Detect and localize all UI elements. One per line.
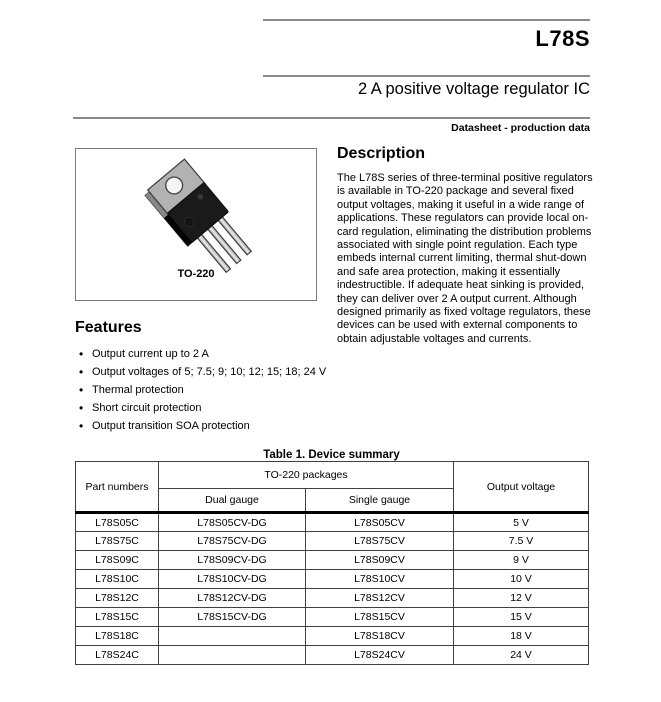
dual-gauge-cell: L78S10CV-DG bbox=[159, 570, 306, 589]
description-body: The L78S series of three-terminal positive regulators is available in TO-220 package and several fixed output voltages, making it useful in a wide range of applications. These regulators can provide local on-card regulation, eliminating the distribution problems associated with single point regulation. Each type embeds internal current limiting, thermal shut-down and safe area protection, making it essentially indestructible. If adequate heat sinking is provided, they can deliver over 2 A output current. Although designed primarily as fixed voltage regulators, these devices can be used with external components to obtain adjustable voltages and currents. bbox=[337, 172, 593, 345]
dual-gauge-cell bbox=[159, 627, 306, 646]
col-header-output-voltage: Output voltage bbox=[454, 462, 589, 513]
dual-gauge-cell: L78S05CV-DG bbox=[159, 513, 306, 532]
feature-item: • Output voltages of 5; 7.5; 9; 10; 12; 15; 18; 24 V bbox=[75, 363, 360, 381]
part-number-cell: L78S75C bbox=[76, 532, 159, 551]
part-number-cell: L78S18C bbox=[76, 627, 159, 646]
table-row bbox=[76, 627, 589, 646]
header-rule-middle bbox=[263, 75, 590, 77]
single-gauge-cell: L78S18CV bbox=[306, 627, 454, 646]
col-header-part-numbers: Part numbers bbox=[76, 462, 159, 513]
output-voltage-cell: 7.5 V bbox=[454, 532, 589, 551]
part-number-cell: L78S15C bbox=[76, 608, 159, 627]
output-voltage-cell: 24 V bbox=[454, 646, 589, 665]
single-gauge-cell: L78S24CV bbox=[306, 646, 454, 665]
single-gauge-cell: L78S12CV bbox=[306, 589, 454, 608]
table-row bbox=[76, 570, 589, 589]
output-voltage-cell: 15 V bbox=[454, 608, 589, 627]
col-header-dual-gauge: Dual gauge bbox=[159, 489, 306, 513]
output-voltage-cell: 10 V bbox=[454, 570, 589, 589]
dual-gauge-cell: L78S75CV-DG bbox=[159, 532, 306, 551]
table-row bbox=[76, 532, 589, 551]
output-voltage-cell: 5 V bbox=[454, 513, 589, 532]
part-number-cell: L78S10C bbox=[76, 570, 159, 589]
table-row bbox=[76, 608, 589, 627]
col-header-single-gauge: Single gauge bbox=[306, 489, 454, 513]
dual-gauge-cell: L78S12CV-DG bbox=[159, 589, 306, 608]
table-title: Table 1. Device summary bbox=[263, 449, 400, 461]
dual-gauge-cell: L78S09CV-DG bbox=[159, 551, 306, 570]
feature-item: • Output current up to 2 A bbox=[75, 345, 360, 363]
feature-item: • Short circuit protection bbox=[75, 399, 360, 417]
table-row bbox=[76, 589, 589, 608]
single-gauge-cell: L78S09CV bbox=[306, 551, 454, 570]
product-subtitle: 2 A positive voltage regulator IC bbox=[357, 80, 590, 98]
header-rule-top bbox=[263, 19, 590, 21]
features-heading: Features bbox=[75, 319, 142, 336]
output-voltage-cell: 9 V bbox=[454, 551, 589, 570]
output-voltage-cell: 12 V bbox=[454, 589, 589, 608]
single-gauge-cell: L78S05CV bbox=[306, 513, 454, 532]
part-number-cell: L78S24C bbox=[76, 646, 159, 665]
package-label: TO-220 bbox=[177, 268, 215, 280]
package-figure bbox=[75, 148, 317, 301]
part-number-cell: L78S05C bbox=[76, 513, 159, 532]
features-list bbox=[75, 345, 360, 435]
feature-item: • Thermal protection bbox=[75, 381, 360, 399]
page-title: L78S bbox=[535, 26, 590, 51]
output-voltage-cell: 18 V bbox=[454, 627, 589, 646]
part-number-cell: L78S09C bbox=[76, 551, 159, 570]
single-gauge-cell: L78S10CV bbox=[306, 570, 454, 589]
dual-gauge-cell: L78S15CV-DG bbox=[159, 608, 306, 627]
header-rule-bottom bbox=[73, 117, 590, 119]
col-header-to220-packages: TO-220 packages bbox=[159, 462, 454, 489]
dual-gauge-cell bbox=[159, 646, 306, 665]
part-number-cell: L78S12C bbox=[76, 589, 159, 608]
doc-type-label: Datasheet - production data bbox=[451, 122, 590, 134]
single-gauge-cell: L78S75CV bbox=[306, 532, 454, 551]
table-row bbox=[76, 513, 589, 532]
description-heading: Description bbox=[337, 145, 426, 162]
table-row bbox=[76, 646, 589, 665]
table-row bbox=[76, 551, 589, 570]
single-gauge-cell: L78S15CV bbox=[306, 608, 454, 627]
device-summary-table bbox=[75, 461, 589, 665]
feature-item: • Output transition SOA protection bbox=[75, 417, 360, 435]
